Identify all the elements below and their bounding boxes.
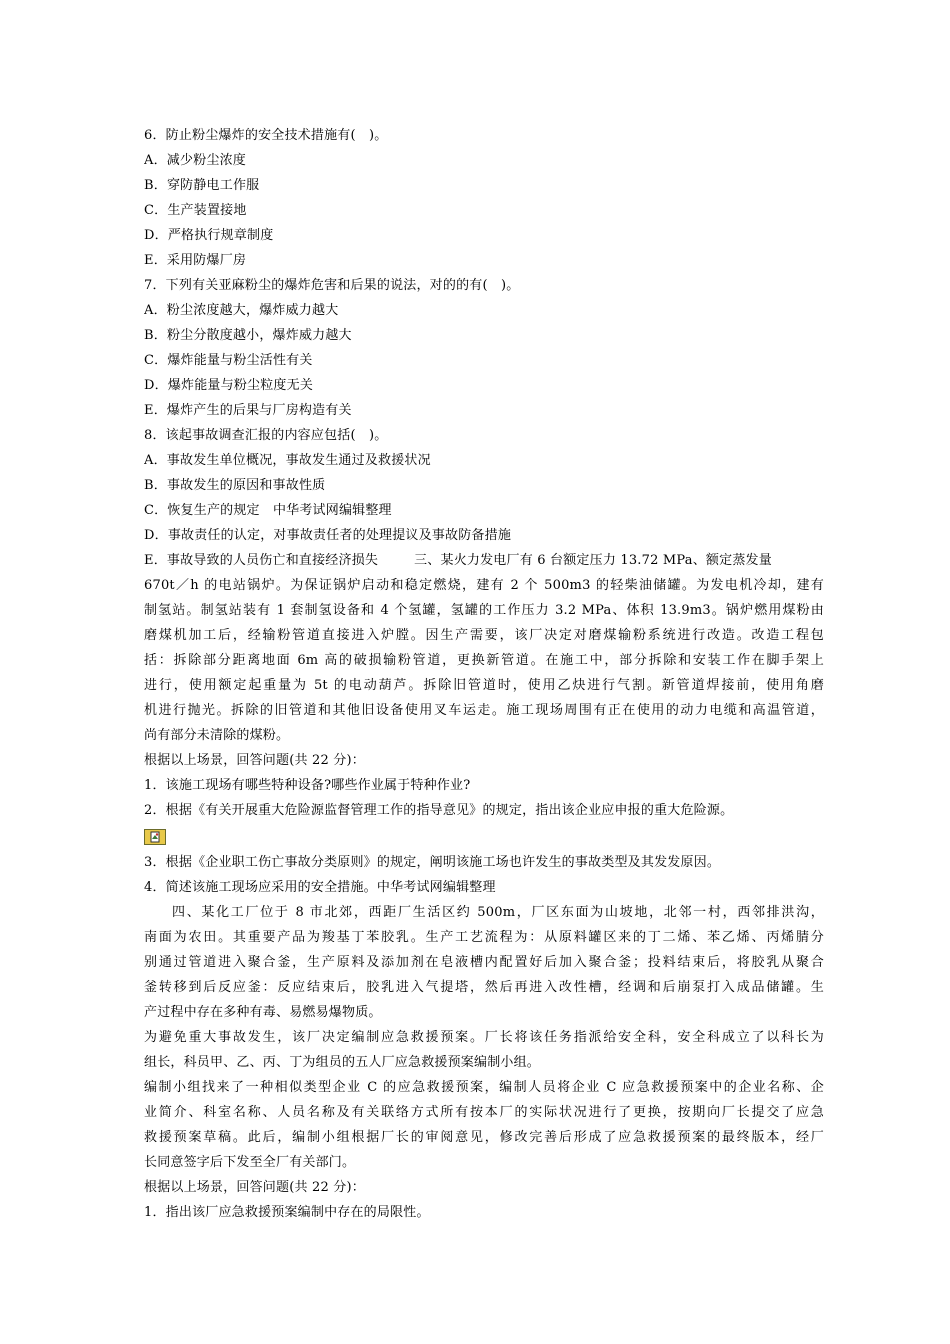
case4-line: 业简介、科室名称、人员名称及有关联络方式所有按本厂的实际状况进行了更换，按期向厂长提交了应急 xyxy=(144,1105,824,1120)
q8-option-e-line xyxy=(144,548,824,573)
embedded-image-row xyxy=(144,823,824,850)
case3-line: 机进行抛光。拆除的旧管道和其他旧设备使用叉车运走。施工现场周围有正在使用的动力电缆和高温管道， xyxy=(144,703,824,718)
case3-line: 进行，使用额定起重量为 5t 的电动葫芦。拆除旧管道时，使用乙炔进行气割。新管道焊接前，使用角磨 xyxy=(144,678,824,693)
q8-option-c: C．恢复生产的规定 中华考试网编辑整理 xyxy=(144,503,392,518)
case3-prompt: 根据以上场景，回答问题(共 22 分)： xyxy=(144,753,365,768)
case3-question-3: 3．根据《企业职工伤亡事故分类原则》的规定，阐明该施工场也许发生的事故类型及其发发原因。 xyxy=(144,855,721,870)
q6-option-c: C．生产装置接地 xyxy=(144,203,247,218)
q7-stem: 7．下列有关亚麻粉尘的爆炸危害和后果的说法，对的的有( )。 xyxy=(144,278,520,293)
q8-stem: 8．该起事故调查汇报的内容应包括( )。 xyxy=(144,428,388,443)
case4-line: 别通过管道进入聚合釜，生产原料及添加剂在皂液槽内配置好后加入聚合釜；投料结束后，将胶乳从聚合 xyxy=(144,955,824,970)
q7-option-c: C．爆炸能量与粉尘活性有关 xyxy=(144,353,313,368)
case4-line: 釜转移到后反应釜：反应结束后，胶乳进入气提塔，然后再进入改性槽，经调和后崩泵打入成品储罐。生 xyxy=(144,980,824,995)
case4-line: 四、某化工厂位于 8 市北郊，西距厂生活区约 500m，厂区东面为山坡地，北邻一村，西邻排洪沟， xyxy=(172,905,824,920)
q8-option-a: A．事故发生单位概况，事故发生通过及救援状况 xyxy=(144,453,431,468)
q6-stem: 6．防止粉尘爆炸的安全技术措施有( )。 xyxy=(144,128,388,143)
embedded-image-icon xyxy=(144,829,166,845)
q6-option-d: D．严格执行规章制度 xyxy=(144,228,274,243)
case3-question-2: 2．根据《有关开展重大危险源监督管理工作的指导意见》的规定，指出该企业应申报的重大危险源。 xyxy=(144,803,734,818)
case3-question-4: 4．简述该施工现场应采用的安全措施。中华考试网编辑整理 xyxy=(144,880,496,895)
case4-line: 为避免重大事故发生，该厂决定编制应急救援预案。厂长将该任务指派给安全科，安全科成立了以科长为 xyxy=(144,1030,824,1045)
q6-option-b: B．穿防静电工作服 xyxy=(144,178,260,193)
case3-line-last: 尚有部分未清除的煤粉。 xyxy=(144,728,290,743)
case4-line-last: 产过程中存在多种有毒、易燃易爆物质。 xyxy=(144,1005,382,1020)
case3-intro-start: 三、某火力发电厂有 6 台额定压力 13.72 MPa、额定蒸发量 xyxy=(414,553,772,568)
document-body xyxy=(144,123,824,1225)
case3-line: 括：拆除部分距离地面 6m 高的破损输粉管道，更换新管道。在施工中，部分拆除和安装工作在脚手架上 xyxy=(144,653,824,668)
q8-option-e: E．事故导致的人员伤亡和直接经济损失 xyxy=(144,553,379,568)
case4-question-1: 1．指出该厂应急救援预案编制中存在的局限性。 xyxy=(144,1205,430,1220)
case4-line: 编制小组找来了一种相似类型企业 C 的应急救援预案，编制人员将企业 C 应急救援预案中的企业名称、企 xyxy=(144,1080,824,1095)
case3-question-1: 1．该施工现场有哪些特种设备?哪些作业属于特种作业? xyxy=(144,778,471,793)
case4-line: 救援预案草稿。此后，编制小组根据厂长的审阅意见，修改完善后形成了应急救援预案的最终版本，经厂 xyxy=(144,1130,824,1145)
case4-line-last: 长同意签字后下发至全厂有关部门。 xyxy=(144,1155,356,1170)
q8-option-b: B．事故发生的原因和事故性质 xyxy=(144,478,326,493)
q6-option-e: E．采用防爆厂房 xyxy=(144,253,247,268)
case4-prompt: 根据以上场景，回答问题(共 22 分)： xyxy=(144,1180,365,1195)
q8-option-d: D．事故责任的认定，对事故责任者的处理提议及事故防备措施 xyxy=(144,528,512,543)
case4-line: 南面为农田。其重要产品为羧基丁苯胶乳。生产工艺流程为：从原料罐区来的丁二烯、苯乙烯、丙烯腈分 xyxy=(144,930,824,945)
q6-option-a: A．减少粉尘浓度 xyxy=(144,153,246,168)
case3-line: 制氢站。制氢站装有 1 套制氢设备和 4 个氢罐，氢罐的工作压力 3.2 MPa、体积 13.9m3。锅炉燃用煤粉由 xyxy=(144,603,824,618)
case3-line: 磨煤机加工后，经输粉管道直接进入炉膛。因生产需要，该厂决定对磨煤输粉系统进行改造。改造工程包 xyxy=(144,628,824,643)
q7-option-e: E．爆炸产生的后果与厂房构造有关 xyxy=(144,403,352,418)
q7-option-b: B．粉尘分散度越小，爆炸威力越大 xyxy=(144,328,352,343)
case3-line: 670t／h 的电站锅炉。为保证锅炉启动和稳定燃烧，建有 2 个 500m3 的轻柴油储罐。为发电机冷却，建有 xyxy=(144,578,824,593)
case4-line-last: 组长，科员甲、乙、丙、丁为组员的五人厂应急救援预案编制小组。 xyxy=(144,1055,541,1070)
q7-option-a: A．粉尘浓度越大，爆炸威力越大 xyxy=(144,303,339,318)
q7-option-d: D．爆炸能量与粉尘粒度无关 xyxy=(144,378,314,393)
